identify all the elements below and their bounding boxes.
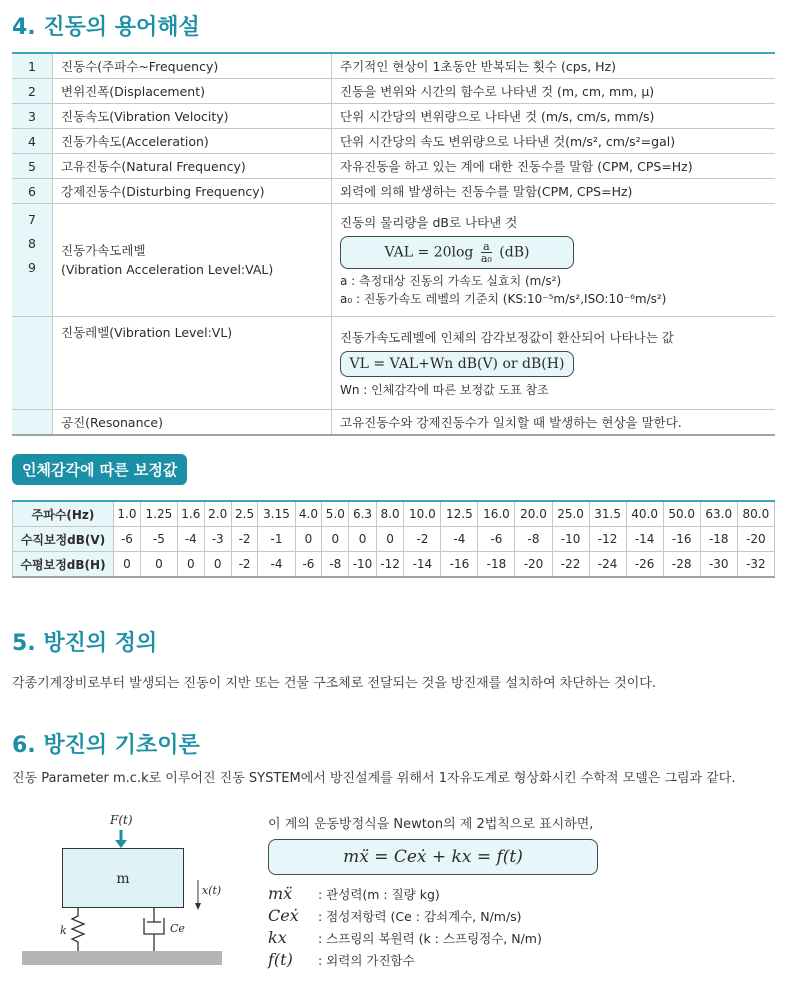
freq-cell: 1.0 [114,501,141,527]
horizontal-cell: -24 [589,552,626,578]
freq-cell: 5.0 [322,501,349,527]
horizontal-cell: -14 [404,552,441,578]
row-num: 4 [12,129,53,154]
term-desc: 주기적인 현상이 1초동안 반복되는 횟수 (cps, Hz) [332,53,776,79]
term-name: 진동가속도(Acceleration) [53,129,332,154]
freq-cell: 16.0 [478,501,515,527]
legend-item [268,884,440,903]
row-num: 2 [12,79,53,104]
legend-item [268,906,522,925]
term-desc: 고유진동수와 강제진동수가 일치할 때 발생하는 현상을 말한다. [332,410,776,436]
vertical-cell: -2 [231,527,258,552]
term-desc: 진동을 변위와 시간의 함수로 나타낸 것 (m, cm, mm, μ) [332,79,776,104]
freq-cell: 20.0 [515,501,552,527]
vl-note: Wn : 인체감각에 따른 보정값 도표 참조 [340,382,549,397]
equation-intro: 이 계의 운동방정식을 Newton의 제 2법칙으로 표시하면, [268,817,594,832]
freq-cell: 63.0 [700,501,737,527]
horizontal-cell: 0 [140,552,177,578]
equation-box: mẍ = Ceẋ + kx = f(t) [268,839,598,875]
section-6-title: 6. 방진의 기초이론 [12,733,200,758]
horizontal-cell: -8 [322,552,349,578]
horizontal-cell: 0 [114,552,141,578]
freq-cell: 1.25 [140,501,177,527]
legend-symbol: kx [268,928,287,947]
mass-label: m [116,871,130,887]
section-5-title: 5. 방진의 정의 [12,631,158,656]
horizontal-cell: -18 [478,552,515,578]
val-formula-left: VAL = 20log [384,244,474,260]
mass-block [62,848,184,908]
row-header: 수직보정dB(V) [13,527,114,552]
row-num: 8 [28,236,36,251]
term-name: 진동수(주파수~Frequency) [53,53,332,79]
val-formula [340,236,574,269]
section-4-title: 4. 진동의 용어해설 [12,15,200,40]
val-note-a0: a₀ : 진동가속도 레벨의 기준치 (KS:10⁻⁵m/s²,ISO:10⁻⁶m/s²) [340,291,667,306]
row-num: 5 [12,154,53,179]
vertical-cell: -10 [552,527,589,552]
spring-label: k [60,924,67,937]
freq-cell: 3.15 [258,501,295,527]
vertical-cell: 0 [349,527,377,552]
vertical-cell: -6 [114,527,141,552]
vl-desc: 진동가속도레벨에 인체의 감각보정값이 환산되어 나타나는 값 [340,329,674,345]
vertical-cell: -18 [700,527,737,552]
horizontal-cell: -32 [737,552,774,578]
term-desc: 단위 시간당의 속도 변위량으로 나타낸 것(m/s², cm/s²=gal) [332,129,776,154]
val-formula-right: (dB) [499,244,530,260]
term-desc: 외력에 의해 발생하는 진동수를 말함(CPM, CPS=Hz) [332,179,776,204]
freq-cell: 50.0 [663,501,700,527]
legend-text: : 점성저항력 (Ce : 감쇠계수, N/m/s) [317,909,522,924]
ground [22,951,222,965]
horizontal-cell: -26 [626,552,663,578]
term-name-en: (Vibration Acceleration Level:VAL) [61,262,274,277]
term-desc: 단위 시간당의 변위량으로 나타낸 것 (m/s, cm/s, mm/s) [332,104,776,129]
freq-cell: 4.0 [295,501,322,527]
vertical-cell: -3 [204,527,231,552]
vl-formula: VL = VAL+Wn dB(V) or dB(H) [340,351,574,377]
vertical-cell: -1 [258,527,295,552]
legend-text: : 스프링의 복원력 (k : 스프링정수, N/m) [317,931,542,946]
freq-cell: 12.5 [441,501,478,527]
legend-item [268,950,415,969]
val-note-a: a : 측정대상 진동의 가속도 실효치 (m/s²) [340,273,562,288]
frac-numerator: a [481,241,492,253]
horizontal-cell: -10 [349,552,377,578]
row-header: 수평보정dB(H) [13,552,114,578]
legend-text: : 외력의 가진함수 [317,953,415,968]
vertical-cell: -20 [737,527,774,552]
term-name: 진동레벨(Vibration Level:VL) [53,317,332,410]
legend-text: : 관성력(m : 질량 kg) [317,887,440,902]
vertical-cell: -16 [663,527,700,552]
horizontal-cell: -4 [258,552,295,578]
freq-cell: 40.0 [626,501,663,527]
legend-item [268,928,542,947]
vertical-cell: 0 [376,527,404,552]
spring-icon [72,906,84,951]
val-desc: 진동의 물리량을 dB로 나타낸 것 [340,214,518,230]
vertical-cell: -14 [626,527,663,552]
vertical-cell: -12 [589,527,626,552]
horizontal-cell: -20 [515,552,552,578]
freq-cell: 1.6 [177,501,204,527]
diagram-lines [0,0,260,995]
vertical-cell: -6 [478,527,515,552]
section-5-text: 각종기계장비로부터 발생되는 진동이 지반 또는 건물 구조체로 전달되는 것을 방진재를 설치하여 차단하는 것이다. [12,676,656,691]
vertical-cell: -4 [177,527,204,552]
term-name: 변위진폭(Displacement) [53,79,332,104]
row-num: 7 [28,212,36,227]
horizontal-cell: -30 [700,552,737,578]
term-name: 강제진동수(Disturbing Frequency) [53,179,332,204]
row-num: 6 [12,179,53,204]
row-num: 3 [12,104,53,129]
row-num: 9 [28,260,36,275]
horizontal-cell: -12 [376,552,404,578]
freq-cell: 2.0 [204,501,231,527]
vertical-cell: 0 [295,527,322,552]
horizontal-cell: -28 [663,552,700,578]
horizontal-cell: -6 [295,552,322,578]
row-num: 1 [12,53,53,79]
horizontal-cell: 0 [177,552,204,578]
vertical-cell: 0 [322,527,349,552]
term-name-ko: 진동가속도레벨 [61,243,146,258]
damper-label: Ce [170,922,185,935]
horizontal-cell: 0 [204,552,231,578]
vertical-cell: -4 [441,527,478,552]
disp-arrowhead [195,903,201,910]
freq-cell: 8.0 [376,501,404,527]
term-desc [332,317,776,410]
freq-cell: 6.3 [349,501,377,527]
term-name: 고유진동수(Natural Frequency) [53,154,332,179]
horizontal-cell: -16 [441,552,478,578]
frac-denominator: a₀ [480,251,492,265]
freq-cell: 10.0 [404,501,441,527]
freq-cell: 80.0 [737,501,774,527]
vertical-cell: -5 [140,527,177,552]
freq-cell: 25.0 [552,501,589,527]
term-desc: 자유진동을 하고 있는 계에 대한 진동수를 말함 (CPM, CPS=Hz) [332,154,776,179]
legend-symbol: mẍ [268,884,293,903]
term-name: 공진(Resonance) [53,410,332,436]
vertical-cell: -2 [404,527,441,552]
section-6-text: 진동 Parameter m.c.k로 이루어진 진동 SYSTEM에서 방진설계를 위해서 1자유도계로 형상화시킨 수학적 모델은 그림과 같다. [12,771,736,786]
horizontal-cell: -22 [552,552,589,578]
term-name: 진동속도(Vibration Velocity) [53,104,332,129]
term-desc [332,204,776,317]
freq-cell: 2.5 [231,501,258,527]
vertical-cell: -8 [515,527,552,552]
row-header: 주파수(Hz) [13,501,114,527]
force-arrowhead [115,840,127,848]
val-fraction [481,241,492,264]
force-label: F(t) [110,813,133,827]
correction-badge: 인체감각에 따른 보정값 [12,454,187,485]
displacement-label: x(t) [202,884,222,897]
legend-symbol: f(t) [268,950,293,969]
horizontal-cell: -2 [231,552,258,578]
legend-symbol: Ceẋ [268,906,299,925]
freq-cell: 31.5 [589,501,626,527]
